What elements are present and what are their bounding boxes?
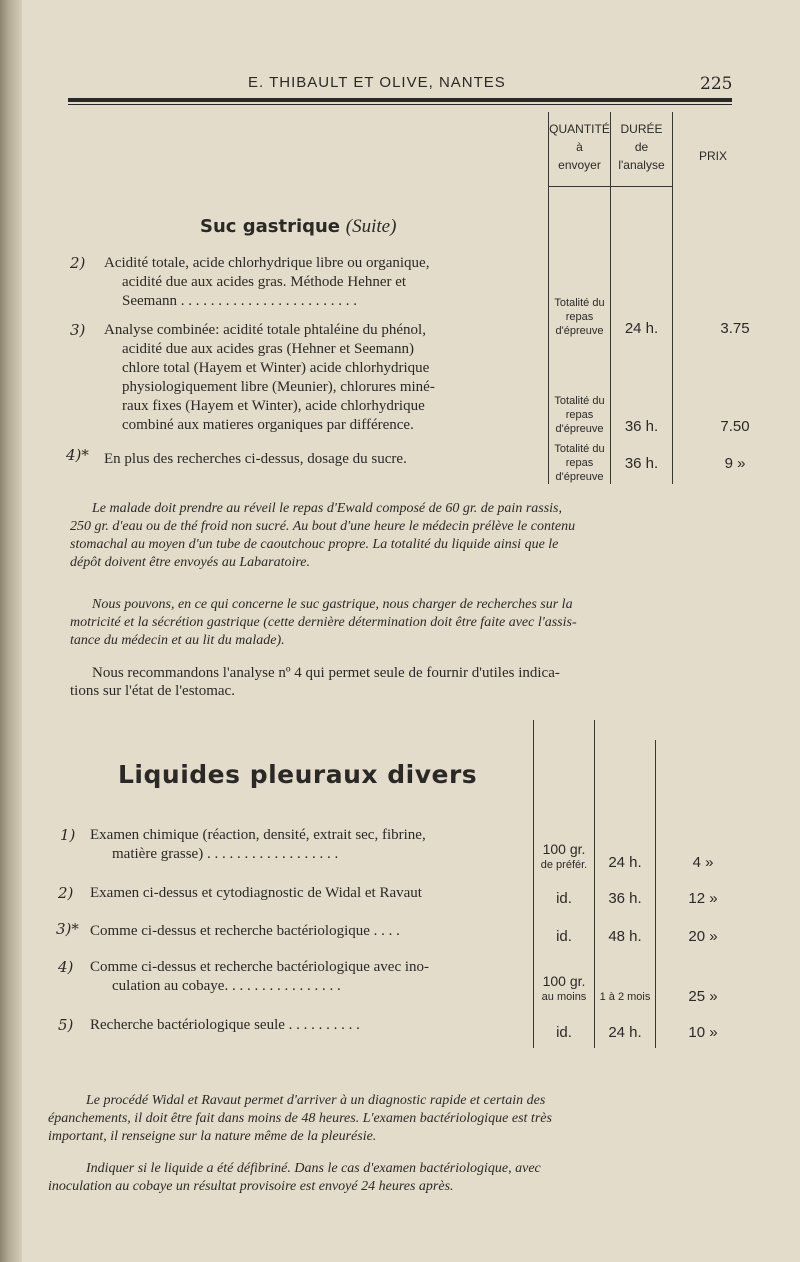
item-quantity: id. [556,928,572,945]
item-duration: 24 h. [608,854,642,871]
item-number: 3) [70,321,86,339]
item-price: 4 » [692,854,714,871]
item-duration: 36 h. [608,890,642,907]
item-description: Comme ci-dessus et recherche bactériologique . . . . [90,923,400,939]
table1-col-divider [672,112,673,484]
item-duration: 1 à 2 mois [599,991,651,1003]
item-description: Examen ci-dessus et cytodiagnostic de Widal et Ravaut [90,885,422,901]
item-number: 2) [58,884,74,902]
table2-col-divider [655,740,656,1048]
book-spine-shadow [0,0,22,1262]
item-quantity: 100 gr. au moins [541,973,587,1003]
item-duration: 24 h. [608,1024,642,1041]
item-quantity: id. [556,890,572,907]
header-rule [68,98,732,102]
item-duration: 48 h. [608,928,642,945]
item-duration: 36 h. [624,418,659,435]
page-number: 225 [700,74,733,94]
item-quantity: Totalité du repas d'épreuve [554,297,605,337]
column-header-price: PRIX [698,149,727,163]
header-rule-thin [68,104,732,105]
item-description: Comme ci-dessus et recherche bactériologique avec ino- culation au cobaye. . . . . . . . . . . . . . . . [90,959,430,994]
item-description: Examen chimique (réaction, densité, extrait sec, fibrine, matière grasse) . . . . . . . . . . . . . . . . . . [90,827,426,862]
item-price: 10 » [688,1024,718,1041]
item-price: 20 » [688,928,718,945]
item-description: En plus des recherches ci-dessus, dosage du sucre. [104,451,407,467]
table1-header-rule [548,186,672,187]
item-price: 12 » [688,890,718,907]
item-number: 5) [58,1016,74,1034]
item-quantity: Totalité du repas d'épreuve [554,395,605,435]
item-description: Recherche bactériologique seule . . . . . . . . . . [90,1017,360,1033]
item-description: Acidité totale, acide chlorhydrique libre ou organique, acidité due aux acides gras. Méthode Hehner et Seemann . . . . . . . . . . . . . . . . . . . . . . . . [104,255,430,309]
item-price: 7.50 [720,418,750,435]
running-title: E. THIBAULT ET OLIVE, NANTES [248,74,506,91]
item-number: 4) [58,958,74,976]
note-widal-ravaut: Le procédé Widal et Ravaut permet d'arriver à un diagnostic rapide et certain des épanchements, il doit être fait dans moins de 48 heures. L'examen bactériologique est très important, il renseigne sur la nature même de la pleurésie. [48,1093,552,1144]
column-header-quantity: QUANTITÉ à envoyer [549,122,610,172]
recommendation-text: Nous recommandons l'analyse nº 4 qui permet seule de fournir d'utiles indica- tions sur l'état de l'estomac. [70,665,560,699]
note-gastric-research: Nous pouvons, en ce qui concerne le suc gastrique, nous charger de recherches sur la motricité et la sécrétion gastrique (cette dernière détermination doit être faite avec l'assis- tance du médecin et au lit du malade). [70,597,577,648]
item-price: 9 » [724,455,746,472]
item-duration: 24 h. [624,320,659,337]
item-number: 1) [60,826,76,844]
item-price: 25 » [688,988,718,1005]
column-header-duration: DURÉE de l'analyse [618,122,665,172]
item-number: 4)* [66,446,89,464]
item-number: 2) [70,254,86,272]
item-quantity: id. [556,1024,572,1041]
note-ewald-meal: Le malade doit prendre au réveil le repas d'Ewald composé de 60 gr. de pain rassis, 250 gr. d'eau ou de thé froid non sucré. Au bout d'une heure le médecin prélève le contenu stomachal au moyen d'un tube de caoutchouc propre. La totalité du liquide ainsi que le dépôt doivent être envoyés au Labaratoire. [70,501,576,570]
section-title-suc-gastrique: Suc gastrique (Suite) [200,216,397,237]
note-defibrination: Indiquer si le liquide a été défibriné. Dans le cas d'examen bactériologique, avec inoculation au cobaye un résultat provisoire est envoyé 24 heures après. [48,1161,541,1194]
item-duration: 36 h. [624,455,659,472]
item-number: 3)* [56,920,79,938]
section-title-liquides-pleuraux: Liquides pleuraux divers [118,760,478,789]
item-price: 3.75 [720,320,750,337]
item-quantity: 100 gr. de préfér. [540,841,588,871]
item-description: Analyse combinée: acidité totale phtaléine du phénol, acidité due aux acides gras (Hehner et Seemann) chlore total (Hayem et Winter) acide chlorhydrique physiologiquement libre (Meunier), chlorures miné- raux fixes (Hayem et Winter), acide chlorhydrique combiné aux matieres organiques par différence. [104,322,435,433]
item-quantity: Totalité du repas d'épreuve [554,443,605,483]
